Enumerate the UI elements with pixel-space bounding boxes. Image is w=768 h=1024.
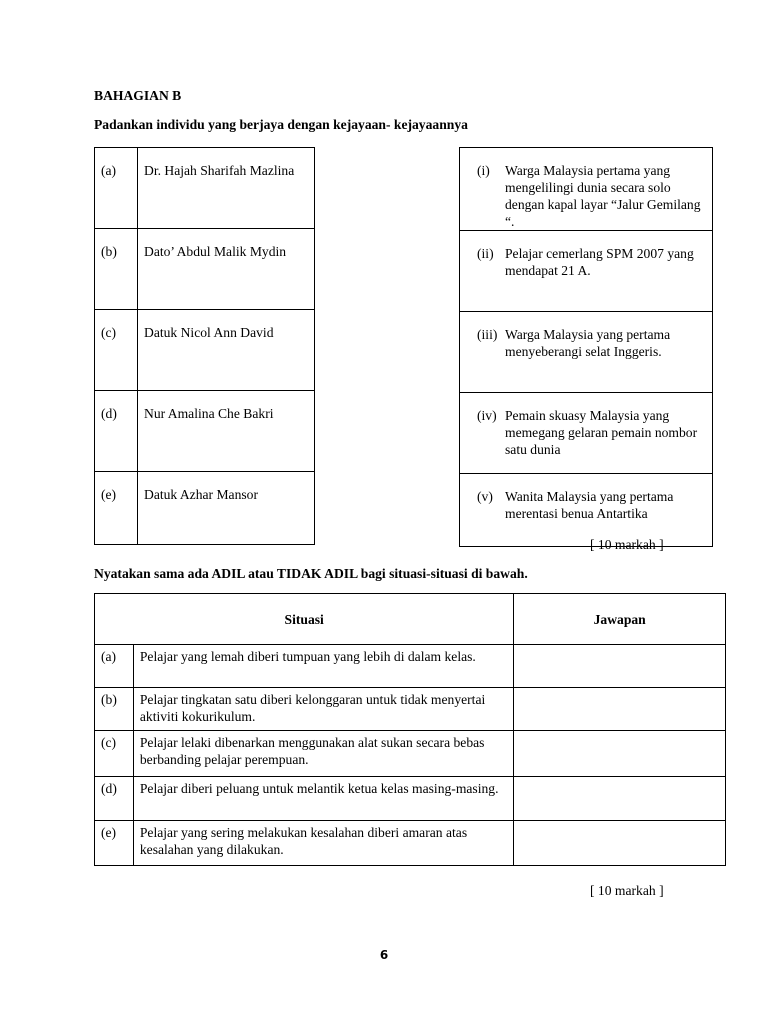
individual-label: (b)	[95, 229, 138, 310]
achievement-text: Warga Malaysia pertama yang mengelilingi dunia secara solo dengan kapal layar “Jalur Gemilang “.	[505, 163, 701, 229]
situation-text: Pelajar tingkatan satu diberi kelonggaran untuk tidak menyertai aktiviti kokurikulum.	[133, 688, 513, 731]
instruction-fairness: Nyatakan sama ada ADIL atau TIDAK ADIL bagi situasi-situasi di bawah.	[94, 566, 528, 581]
section-title: BAHAGIAN B	[94, 88, 182, 103]
achievement-row	[460, 148, 713, 231]
achievement-number: (iii)	[477, 327, 498, 342]
situation-table	[94, 593, 726, 866]
row-label: (d)	[95, 777, 134, 821]
table-row	[95, 821, 726, 866]
situation-text: Pelajar diberi peluang untuk melantik ketua kelas masing-masing.	[133, 777, 513, 821]
achievement-text: Wanita Malaysia yang pertama merentasi benua Antartika	[505, 489, 674, 521]
header-answer: Jawapan	[514, 594, 726, 645]
table-row	[95, 688, 726, 731]
individual-row	[95, 391, 315, 472]
individual-row	[95, 229, 315, 310]
answer-cell[interactable]	[514, 731, 726, 777]
achievement-text: Pemain skuasy Malaysia yang memegang gelaran pemain nombor satu dunia	[505, 408, 698, 457]
table-row	[95, 645, 726, 688]
instruction-matching: Padankan individu yang berjaya dengan kejayaan- kejayaannya	[94, 117, 468, 132]
row-label: (b)	[95, 688, 134, 731]
table-row	[95, 731, 726, 777]
individual-row	[95, 472, 315, 545]
achievement-row	[460, 393, 713, 474]
achievement-text: Pelajar cemerlang SPM 2007 yang mendapat 21 A.	[505, 246, 694, 278]
individual-row	[95, 310, 315, 391]
individual-name: Dr. Hajah Sharifah Mazlina	[138, 148, 315, 229]
individual-label: (e)	[95, 472, 138, 545]
achievement-row	[460, 474, 713, 547]
header-situation: Situasi	[95, 594, 514, 645]
page-number: 6	[379, 948, 389, 962]
achievement-number: (ii)	[477, 246, 494, 261]
individual-name: Nur Amalina Che Bakri	[138, 391, 315, 472]
achievement-row	[460, 312, 713, 393]
achievement-number: (iv)	[477, 408, 497, 423]
answer-cell[interactable]	[514, 821, 726, 866]
individual-label: (c)	[95, 310, 138, 391]
row-label: (e)	[95, 821, 134, 866]
achievements-table	[459, 147, 713, 547]
situation-text: Pelajar yang sering melakukan kesalahan diberi amaran atas kesalahan yang dilakukan.	[133, 821, 513, 866]
individuals-table	[94, 147, 315, 545]
achievement-number: (v)	[477, 489, 493, 504]
situation-text: Pelajar yang lemah diberi tumpuan yang lebih di dalam kelas.	[133, 645, 513, 688]
individual-row	[95, 148, 315, 229]
individual-name: Dato’ Abdul Malik Mydin	[138, 229, 315, 310]
table-header-row	[95, 594, 726, 645]
marks-label-2: [ 10 markah ]	[590, 883, 664, 898]
achievement-text: Warga Malaysia yang pertama menyeberangi selat Inggeris.	[505, 327, 671, 359]
marks-label-1: [ 10 markah ]	[590, 537, 664, 552]
achievement-number: (i)	[477, 163, 490, 178]
row-label: (c)	[95, 731, 134, 777]
achievement-row	[460, 231, 713, 312]
answer-cell[interactable]	[514, 645, 726, 688]
row-label: (a)	[95, 645, 134, 688]
individual-name: Datuk Nicol Ann David	[138, 310, 315, 391]
answer-cell[interactable]	[514, 688, 726, 731]
individual-label: (a)	[95, 148, 138, 229]
table-row	[95, 777, 726, 821]
situation-text: Pelajar lelaki dibenarkan menggunakan alat sukan secara bebas berbanding pelajar perempuan.	[133, 731, 513, 777]
individual-label: (d)	[95, 391, 138, 472]
individual-name: Datuk Azhar Mansor	[138, 472, 315, 545]
answer-cell[interactable]	[514, 777, 726, 821]
